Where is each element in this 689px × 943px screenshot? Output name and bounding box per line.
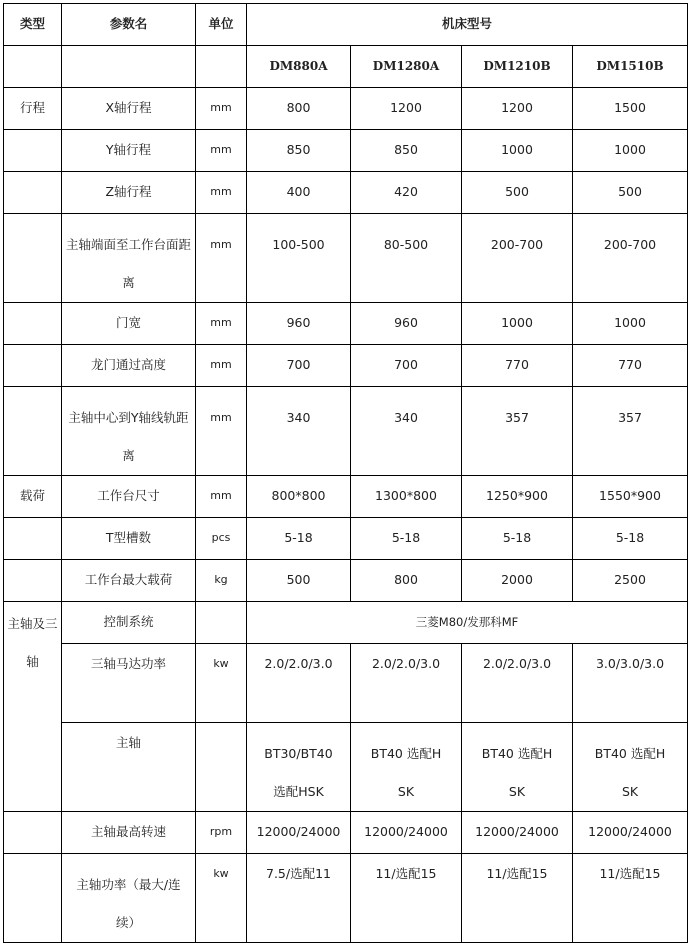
- row-param: 主轴最高转速: [62, 812, 196, 854]
- row-param: 门宽: [62, 303, 196, 345]
- row-value: 700: [351, 345, 462, 387]
- model-name: DM1210B: [462, 46, 573, 88]
- row-unit: kw: [196, 854, 247, 943]
- spec-table: [3, 3, 688, 943]
- header-model-group: 机床型号: [247, 4, 688, 46]
- row-type: [4, 130, 62, 172]
- row-type: [4, 387, 62, 476]
- row-value: 5-18: [351, 518, 462, 560]
- row-value: 500: [573, 172, 688, 214]
- row-type: [4, 172, 62, 214]
- row-unit: pcs: [196, 518, 247, 560]
- row-value: 11/选配15: [462, 854, 573, 943]
- row-value: 960: [247, 303, 351, 345]
- header-blank-unit: [196, 46, 247, 88]
- row-unit: mm: [196, 345, 247, 387]
- row-value: 1000: [462, 303, 573, 345]
- model-name: DM1510B: [573, 46, 688, 88]
- row-value: 1200: [462, 88, 573, 130]
- row-param: 工作台尺寸: [62, 476, 196, 518]
- row-param: T型槽数: [62, 518, 196, 560]
- row-value: 1000: [573, 303, 688, 345]
- row-value: 2.0/2.0/3.0: [462, 644, 573, 723]
- row-param: 主轴中心到Y轴线轨距离: [62, 387, 196, 476]
- row-value: 5-18: [573, 518, 688, 560]
- row-value: 800: [247, 88, 351, 130]
- row-value: 500: [462, 172, 573, 214]
- header-unit: 单位: [196, 4, 247, 46]
- row-value: 850: [247, 130, 351, 172]
- row-value: 1300*800: [351, 476, 462, 518]
- model-name: DM1280A: [351, 46, 462, 88]
- row-value: 357: [462, 387, 573, 476]
- row-unit: rpm: [196, 812, 247, 854]
- row-value: 1250*900: [462, 476, 573, 518]
- row-param: 三轴马达功率: [62, 644, 196, 723]
- control-value: 三菱M80/发那科MF: [247, 602, 688, 644]
- row-unit: kg: [196, 560, 247, 602]
- row-value: 11/选配15: [573, 854, 688, 943]
- control-unit: [196, 602, 247, 644]
- row-value: 200-700: [462, 214, 573, 303]
- row-value: BT40 选配HSK: [573, 723, 688, 812]
- row-value: 400: [247, 172, 351, 214]
- row-value: 100-500: [247, 214, 351, 303]
- row-value: 340: [351, 387, 462, 476]
- row-value: 1000: [462, 130, 573, 172]
- row-value: 357: [573, 387, 688, 476]
- row-value: 420: [351, 172, 462, 214]
- row-type: 载荷: [4, 476, 62, 518]
- row-param: 主轴功率（最大/连续）: [62, 854, 196, 943]
- row-param: 龙门通过高度: [62, 345, 196, 387]
- row-value: 500: [247, 560, 351, 602]
- row-unit: kw: [196, 644, 247, 723]
- header-blank-type: [4, 46, 62, 88]
- row-value: 12000/24000: [247, 812, 351, 854]
- row-value: BT40 选配HSK: [351, 723, 462, 812]
- row-value: 12000/24000: [573, 812, 688, 854]
- row-value: 3.0/3.0/3.0: [573, 644, 688, 723]
- row-value: BT40 选配HSK: [462, 723, 573, 812]
- row-value: 2.0/2.0/3.0: [247, 644, 351, 723]
- row-type: [4, 214, 62, 303]
- row-value: 2000: [462, 560, 573, 602]
- row-type: [4, 854, 62, 943]
- control-param: 控制系统: [62, 602, 196, 644]
- row-value: 1200: [351, 88, 462, 130]
- model-name: DM880A: [247, 46, 351, 88]
- row-value: 800: [351, 560, 462, 602]
- row-type: [4, 518, 62, 560]
- row-unit: mm: [196, 387, 247, 476]
- row-type: [4, 812, 62, 854]
- row-value: 5-18: [462, 518, 573, 560]
- row-value: 850: [351, 130, 462, 172]
- row-value: 700: [247, 345, 351, 387]
- row-type: [4, 345, 62, 387]
- row-type: 行程: [4, 88, 62, 130]
- row-value: 770: [573, 345, 688, 387]
- header-blank-param: [62, 46, 196, 88]
- row-value: 200-700: [573, 214, 688, 303]
- row-value: 2500: [573, 560, 688, 602]
- row-unit: mm: [196, 130, 247, 172]
- row-value: 960: [351, 303, 462, 345]
- row-param: 工作台最大载荷: [62, 560, 196, 602]
- row-value: 770: [462, 345, 573, 387]
- row-value: 800*800: [247, 476, 351, 518]
- row-value: BT30/BT40 选配HSK: [247, 723, 351, 812]
- row-unit: mm: [196, 303, 247, 345]
- row-param: Z轴行程: [62, 172, 196, 214]
- header-param: 参数名: [62, 4, 196, 46]
- row-unit: mm: [196, 214, 247, 303]
- row-unit: mm: [196, 476, 247, 518]
- row-param: 主轴端面至工作台面距离: [62, 214, 196, 303]
- row-type: [4, 560, 62, 602]
- row-value: 1000: [573, 130, 688, 172]
- row-value: 11/选配15: [351, 854, 462, 943]
- row-param: Y轴行程: [62, 130, 196, 172]
- row-value: 1500: [573, 88, 688, 130]
- row-unit: [196, 723, 247, 812]
- row-unit: mm: [196, 172, 247, 214]
- row-param: 主轴: [62, 723, 196, 812]
- row-unit: mm: [196, 88, 247, 130]
- row-value: 7.5/选配11: [247, 854, 351, 943]
- spindle-type-cell: 主轴及三轴: [4, 602, 62, 812]
- row-type: [4, 303, 62, 345]
- row-value: 1550*900: [573, 476, 688, 518]
- row-value: 2.0/2.0/3.0: [351, 644, 462, 723]
- row-value: 5-18: [247, 518, 351, 560]
- row-value: 12000/24000: [462, 812, 573, 854]
- row-value: 80-500: [351, 214, 462, 303]
- row-value: 12000/24000: [351, 812, 462, 854]
- row-param: X轴行程: [62, 88, 196, 130]
- header-type: 类型: [4, 4, 62, 46]
- row-value: 340: [247, 387, 351, 476]
